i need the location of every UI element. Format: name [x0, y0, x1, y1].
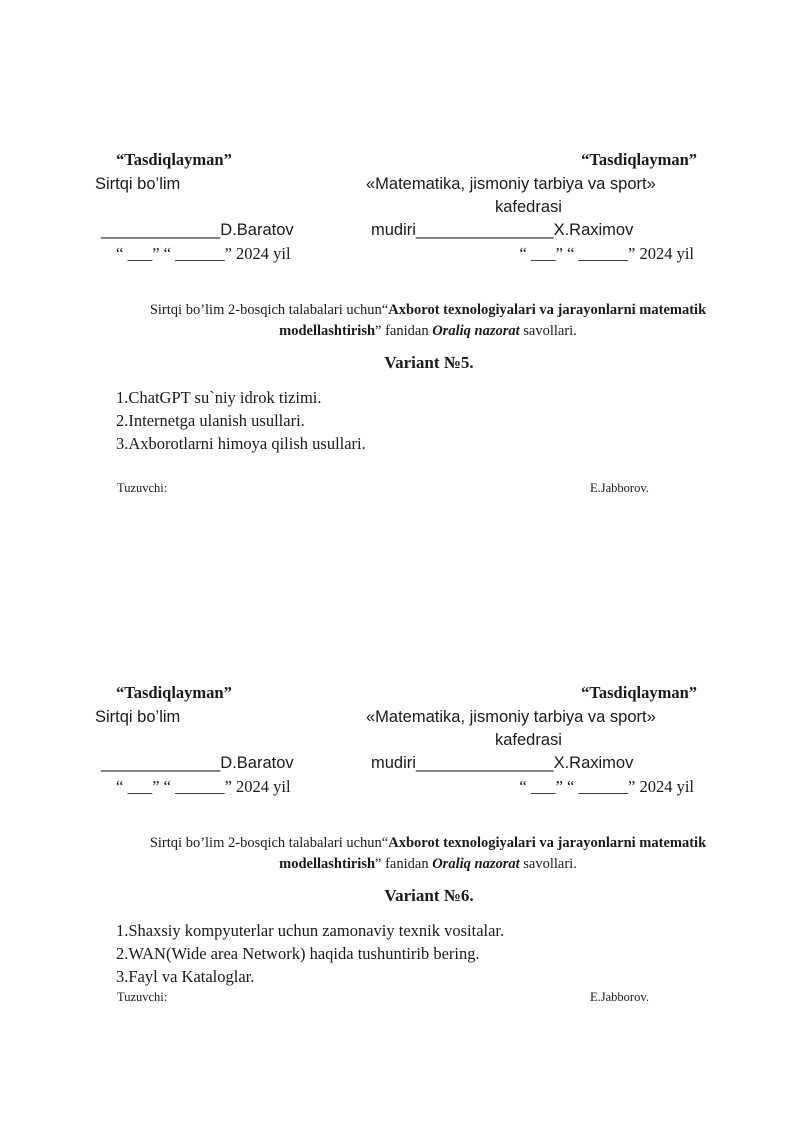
right-date-line: “ ___” “ ______” 2024 yil	[519, 244, 694, 263]
left-department: Sirtqi bo’lim	[95, 708, 181, 726]
author-name: E.Jabborov.	[590, 990, 649, 1004]
question-1: 1.ChatGPT su`niy idrok tizimi.	[116, 388, 322, 407]
intro-suffix: savollari.	[519, 856, 577, 872]
author-label: Tuzuvchi:	[117, 990, 168, 1004]
right-approval-title: “Tasdiqlayman”	[581, 683, 697, 702]
left-department: Sirtqi bo’lim	[95, 175, 181, 193]
left-approval-title: “Tasdiqlayman”	[116, 683, 232, 702]
intro-prefix: Sirtqi bo’lim 2-bosqich talabalari uchun“	[149, 302, 389, 318]
exam-type: Oraliq nazorat	[432, 856, 520, 872]
variant-block-5	[0, 150, 800, 510]
variant-title: Variant №6.	[384, 886, 474, 905]
variant-block-6	[0, 683, 800, 1043]
right-department-line2: kafedrasi	[495, 198, 562, 216]
variant-title: Variant №5.	[384, 353, 474, 372]
left-approval-title: “Tasdiqlayman”	[116, 150, 232, 169]
right-department: «Matematika, jismoniy tarbiya va sport»	[366, 175, 656, 193]
right-signature-line: mudiri_______________X.Raximov	[371, 754, 634, 772]
intro-middle: ” fanidan	[375, 856, 433, 872]
question-3: 3.Fayl va Kataloglar.	[116, 967, 255, 986]
left-signature-line: _____________D.Baratov	[101, 221, 294, 239]
exam-type: Oraliq nazorat	[432, 323, 520, 339]
question-3: 3.Axborotlarni himoya qilish usullari.	[116, 434, 366, 453]
subject-name: Axborot texnologiyalari va jarayonlarni matematik modellashtirish	[279, 302, 707, 339]
question-2: 2.Internetga ulanish usullari.	[116, 411, 305, 430]
exam-intro	[108, 300, 748, 342]
author-name: E.Jabborov.	[590, 481, 649, 495]
intro-middle: ” fanidan	[375, 323, 433, 339]
right-date-line: “ ___” “ ______” 2024 yil	[519, 777, 694, 796]
right-department: «Matematika, jismoniy tarbiya va sport»	[366, 708, 656, 726]
intro-suffix: savollari.	[519, 323, 577, 339]
intro-prefix: Sirtqi bo’lim 2-bosqich talabalari uchun“	[149, 835, 389, 851]
left-date-line: “ ___” “ ______” 2024 yil	[116, 777, 291, 796]
right-department-line2: kafedrasi	[495, 731, 562, 749]
right-signature-line: mudiri_______________X.Raximov	[371, 221, 634, 239]
question-2: 2.WAN(Wide area Network) haqida tushuntirib bering.	[116, 944, 480, 963]
question-1: 1.Shaxsiy kompyuterlar uchun zamonaviy texnik vositalar.	[116, 921, 505, 940]
left-date-line: “ ___” “ ______” 2024 yil	[116, 244, 291, 263]
left-signature-line: _____________D.Baratov	[101, 754, 294, 772]
author-label: Tuzuvchi:	[117, 481, 168, 495]
exam-intro	[108, 833, 748, 875]
subject-name: Axborot texnologiyalari va jarayonlarni matematik modellashtirish	[279, 835, 707, 872]
right-approval-title: “Tasdiqlayman”	[581, 150, 697, 169]
